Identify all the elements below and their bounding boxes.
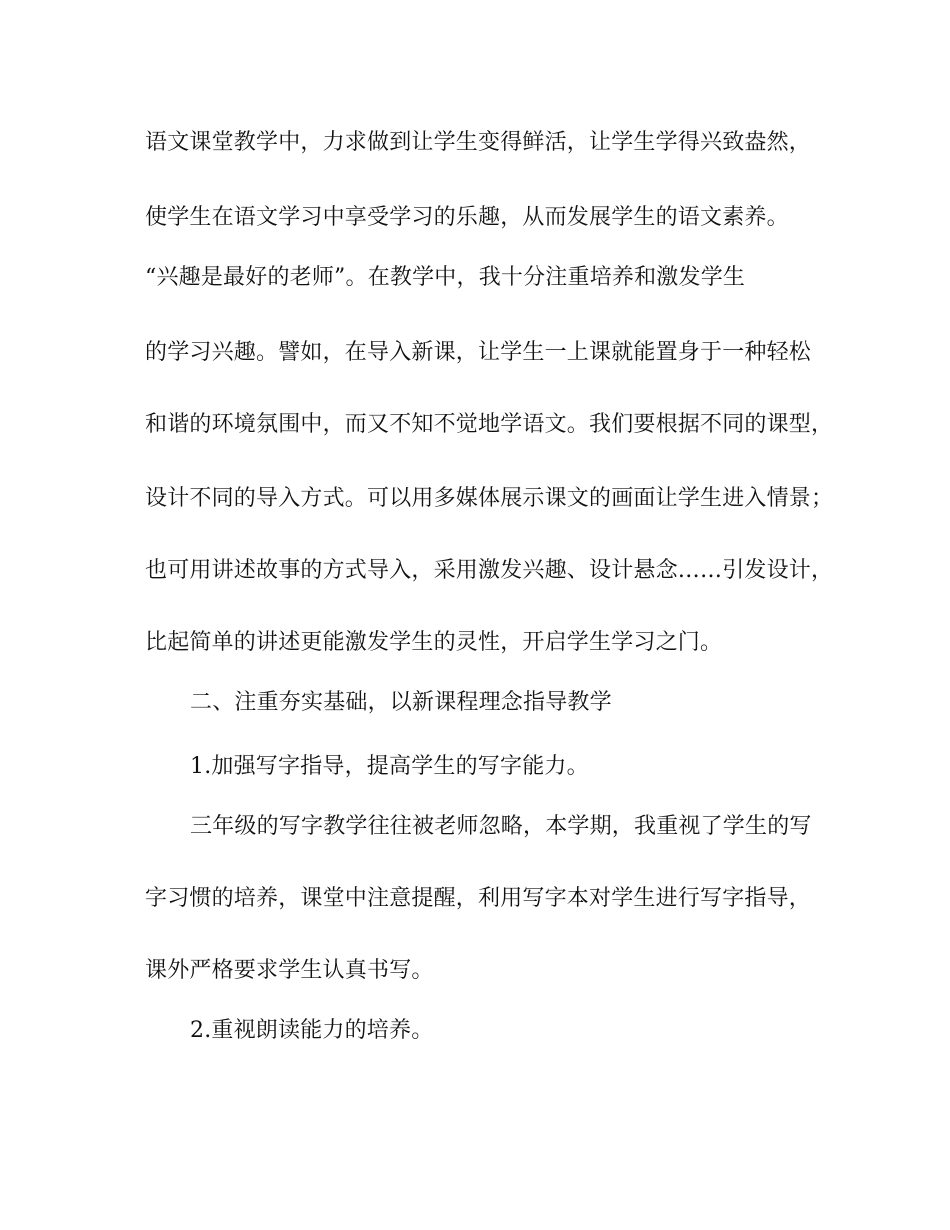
text-line: 课外严格要求学生认真书写。: [145, 958, 434, 983]
subheading: 1.加强写字指导，提高学生的写字能力。: [190, 754, 589, 779]
text-line: 比起简单的讲述更能激发学生的灵性，开启学生学习之门。: [145, 630, 723, 655]
text-line: 三年级的写字教学往往被老师忽略，本学期，我重视了学生的写: [190, 814, 812, 839]
subheading: 2.重视朗读能力的培养。: [190, 1018, 434, 1043]
text-line: 的学习兴趣。譬如，在导入新课，让学生一上课就能置身于一种轻松: [145, 340, 812, 365]
text-line: 和谐的环境氛围中，而又不知不觉地学语文。我们要根据不同的课型，: [145, 412, 834, 437]
text-line: 设计不同的导入方式。可以用多媒体展示课文的画面让学生进入情景；: [145, 486, 834, 511]
text-line: 语文课堂教学中，力求做到让学生变得鲜活，让学生学得兴致盎然，: [145, 130, 812, 155]
section-heading: 二、注重夯实基础，以新课程理念指导教学: [190, 690, 612, 715]
text-line: 字习惯的培养，课堂中注意提醒，利用写字本对学生进行写字指导，: [145, 886, 812, 911]
text-line: 使学生在语文学习中享受学习的乐趣，从而发展学生的语文素养。: [145, 205, 789, 230]
text-line: “兴趣是最好的老师”。在教学中，我十分注重培养和激发学生: [145, 265, 746, 290]
text-line: 也可用讲述故事的方式导入，采用激发兴趣、设计悬念……引发设计，: [145, 558, 834, 583]
